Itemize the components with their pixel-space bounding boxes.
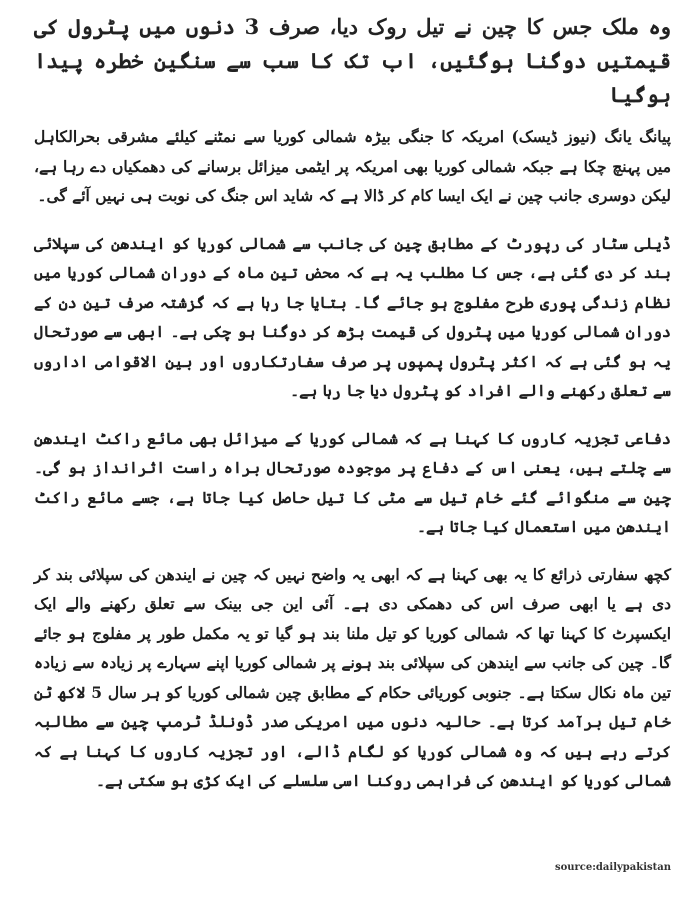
source-credit: source:dailypakistan [554, 862, 671, 873]
article-paragraph-2: ڈیلی سٹار کی رپورٹ کے مطابق چین کی جانب سے شمالی کوریا کو ایندھن کی سپلائی بند کر دی گئی ہے، جس کا مطلب یہ ہے کہ محض تین ماہ کے دوران شمالی کوریا میں نظام زندگی پوری طرح مفلوج ہو جائے گا۔ بتایا جا رہا ہے کہ گزشتہ صرف تین دن کے دوران شمالی کوریا میں پٹرول کی قیمت بڑھ کر دوگنا ہو چکی ہے۔ ابھی سے صورتحال یہ ہو گئی ہے کہ اکثر پٹرول پمپوں پر صرف سفارتکاروں اور بین الاقوامی اداروں سے تعلق رکھنے والے افراد کو پٹرول دیا جا رہا ہے۔ [34, 233, 671, 400]
article-paragraph-3: دفاعی تجزیہ کاروں کا کہنا ہے کہ شمالی کوریا کے میزائل بھی مائع راکٹ ایندھن سے چلتے ہیں، یعنی اس کے دفاع پر موجودہ صورتحال براہ راست اثرانداز ہو گی۔ چین سے منگوائے گئے خام تیل سے مٹی کا تیل حاصل کیا جاتا ہے، جسے مائع راکٹ ایندھن میں استعمال کیا جاتا ہے۔ [34, 428, 671, 536]
article-headline: وہ ملک جس کا چین نے تیل روک دیا، صرف 3 دنوں میں پٹرول کی قیمتیں دوگنا ہوگئیں، اب تک کا سب سے سنگین خطرہ پیدا ہوگیا [34, 14, 671, 107]
article-paragraph-1: پیانگ یانگ (نیوز ڈیسک) امریکہ کا جنگی بیڑہ شمالی کوریا سے نمٹنے کیلئے مشرقی بحرالکاہل میں پہنچ چکا ہے جبکہ شمالی کوریا بھی امریکہ پر ایٹمی میزائل برسانے کی دھمکیاں دے رہا ہے، لیکن دوسری جانب چین نے ایک ایسا کام کر ڈالا ہے کہ شاید اس جنگ کی نوبت ہی نہیں آئے گی۔ [34, 127, 671, 205]
article-paragraph-4: کچھ سفارتی ذرائع کا یہ بھی کہنا ہے کہ ابھی یہ واضح نہیں کہ چین نے ایندھن کی سپلائی بند کر دی ہے یا ابھی صرف اس کی دھمکی دی ہے۔ آئی این جی بینک سے تعلق رکھنے والے ایک ایکسپرٹ کا کہنا تھا کہ شمالی کوریا کو تیل ملنا بند ہو گیا تو یہ مکمل طور پر مفلوج ہو جائے گا۔ چین کی جانب سے ایندھن کی سپلائی بند ہونے پر شمالی کوریا اپنے سہارے پر زیادہ سے زیادہ تین ماہ نکال سکتا ہے۔ جنوبی کوریائی حکام کے مطابق چین شمالی کوریا کو ہر سال 5 لاکھ ٹن خام تیل برآمد کرتا ہے۔ حالیہ دنوں میں امریکی صدر ڈونلڈ ٹرمپ چین سے مطالبہ کرتے رہے ہیں کہ وہ شمالی کوریا کو لگام ڈالے، اور تجزیہ کاروں کا کہنا ہے کہ شمالی کوریا کو ایندھن کی فراہمی روکنا اسی سلسلے کی ایک کڑی ہو سکتی ہے۔ [34, 564, 672, 790]
